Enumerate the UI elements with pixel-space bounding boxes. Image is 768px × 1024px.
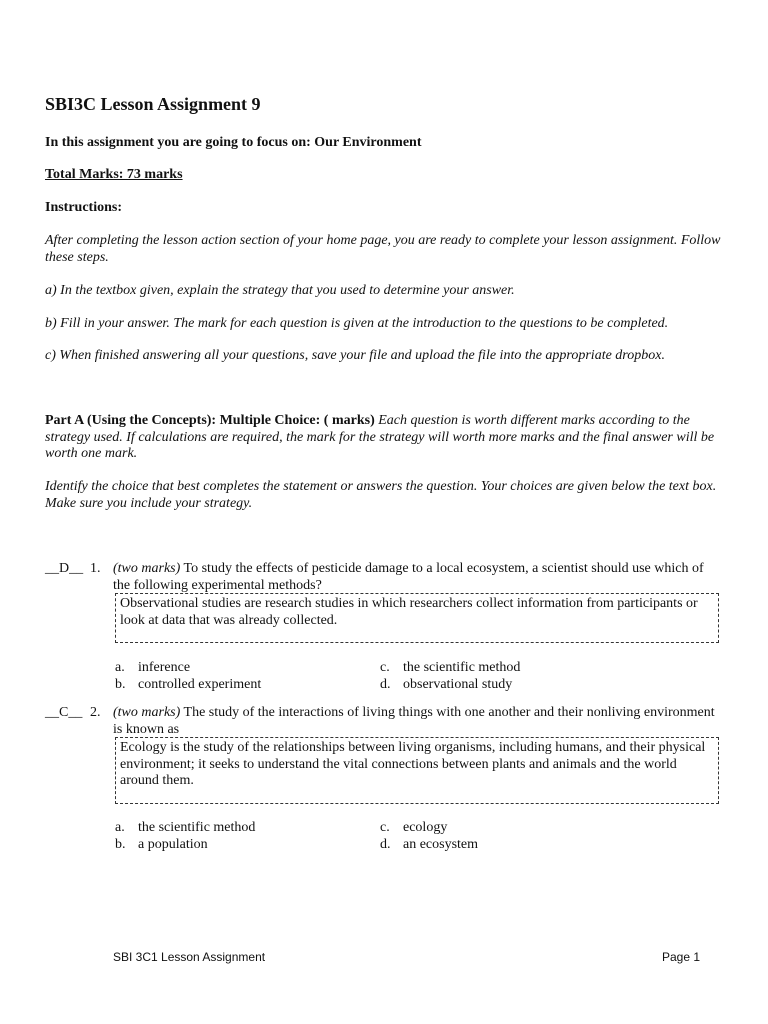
question-text-1 [113,561,723,594]
question-stem-1: To study the effects of pesticide damage to a local ecosystem, a scientist should use which of the following experimental methods? [113,561,704,593]
answer-blank-1[interactable]: __D__ [45,561,84,576]
instruction-step-a: a) In the textbox given, explain the strategy that you used to determine your answer. [45,283,515,298]
part-a-heading: Part A (Using the Concepts): Multiple Choice: ( marks) [45,413,375,428]
option-2c: c. ecology [380,820,448,835]
option-2b: b. a population [115,837,208,852]
strategy-textbox-2[interactable]: Ecology is the study of the relationships between living organisms, including humans, and their physical environment; it seeks to understand the vital connections between plants and animals and the world around them. [115,737,719,804]
option-1d: d. observational study [380,677,513,692]
option-1c: c. the scientific method [380,660,521,675]
focus-line: In this assignment you are going to focus on: Our Environment [45,135,422,150]
question-stem-2: The study of the interactions of living things with one another and their nonliving environment is known as [113,705,715,737]
instructions-intro: After completing the lesson action section of your home page, you are ready to complete your lesson assignment. Follow these steps. [45,233,721,265]
total-marks: Total Marks: 73 marks [45,167,183,182]
footer-page-number: Page 1 [662,950,701,964]
identify-instructions: Identify the choice that best completes the statement or answers the question. Your choices are given below the text box. Make sure you include your strategy. [45,479,717,511]
option-1b: b. controlled experiment [115,677,262,692]
question-marks-1: (two marks) [113,561,181,576]
part-a-paragraph [45,413,725,463]
part-a-description: Each question is worth different marks according to the strategy used. If calculations are required, the mark for the strategy will worth more marks and the final answer will be worth one mark. [45,413,715,461]
document-title: SBI3C Lesson Assignment 9 [45,94,261,114]
strategy-textbox-1[interactable]: Observational studies are research studies in which researchers collect information from participants or look at data that was already collected. [115,593,719,643]
question-marks-2: (two marks) [113,705,181,720]
option-1a: a. inference [115,660,191,675]
instructions-heading: Instructions: [45,200,123,215]
footer-title: SBI 3C1 Lesson Assignment [113,950,266,964]
answer-blank-2[interactable]: __C__ [45,705,83,720]
instruction-step-c: c) When finished answering all your questions, save your file and upload the file into the appropriate dropbox. [45,348,665,363]
question-number-2: 2. [90,705,101,720]
option-2a: a. the scientific method [115,820,256,835]
option-2d: d. an ecosystem [380,837,479,852]
question-text-2 [113,705,723,738]
question-number-1: 1. [90,561,101,576]
instruction-step-b: b) Fill in your answer. The mark for each question is given at the introduction to the questions to be completed. [45,316,669,331]
